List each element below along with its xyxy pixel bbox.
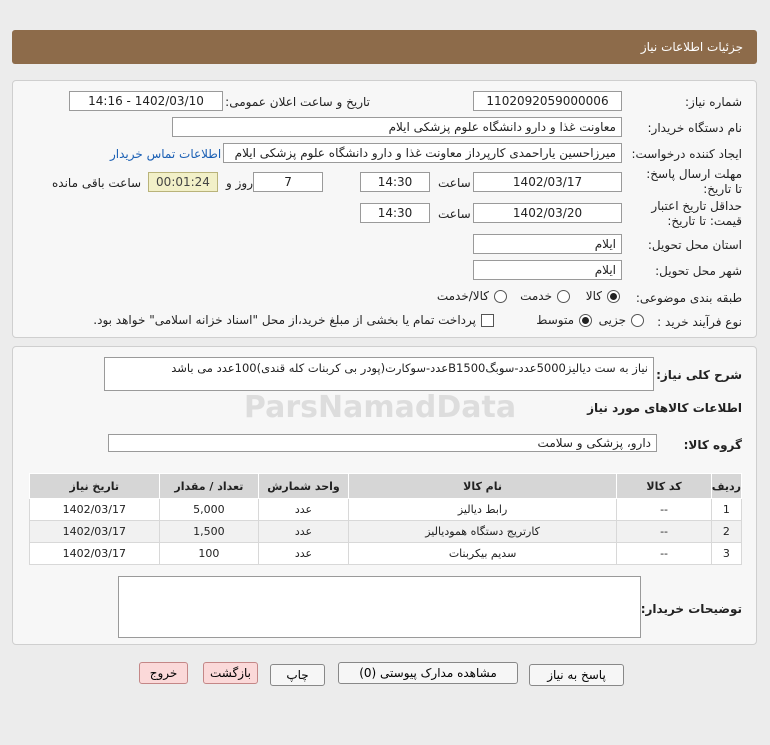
buyer-notes-label: توضیحات خریدار: bbox=[640, 602, 742, 616]
col-header-date: تاریخ نیاز bbox=[30, 474, 160, 499]
cell-unit: عدد bbox=[259, 521, 349, 543]
items-table-wrap bbox=[29, 473, 742, 565]
cell-name: رابط دیالیز bbox=[348, 499, 616, 521]
validity-time-field: 14:30 bbox=[360, 203, 430, 223]
col-header-row: ردیف bbox=[711, 474, 741, 499]
category-label: طبقه بندی موضوعی: bbox=[635, 291, 742, 305]
cell-row: 3 bbox=[711, 543, 741, 565]
time-remaining-label: ساعت باقی مانده bbox=[52, 176, 142, 190]
cell-date: 1402/03/17 bbox=[30, 499, 160, 521]
radio-icon[interactable] bbox=[494, 290, 507, 303]
table-row bbox=[30, 543, 742, 565]
print-button[interactable]: چاپ bbox=[270, 664, 325, 686]
table-header-row bbox=[30, 474, 742, 499]
option-label: خدمت bbox=[520, 289, 552, 303]
payment-treasury-option[interactable] bbox=[93, 313, 494, 327]
category-option-goods-service[interactable] bbox=[437, 289, 507, 303]
option-label: کالا/خدمت bbox=[436, 289, 489, 303]
attachments-button[interactable]: مشاهده مدارک پیوستی (0) bbox=[338, 662, 518, 684]
reply-time-label: ساعت bbox=[438, 176, 471, 190]
col-header-name: نام کالا bbox=[348, 474, 616, 499]
price-validity-label: حداقل تاریخ اعتبار قیمت: تا تاریخ: bbox=[651, 199, 742, 228]
validity-date-field: 1402/03/20 bbox=[473, 203, 622, 223]
cell-code: -- bbox=[617, 499, 711, 521]
col-header-code: کد کالا bbox=[617, 474, 711, 499]
cell-date: 1402/03/17 bbox=[30, 543, 160, 565]
cell-unit: عدد bbox=[259, 543, 349, 565]
col-header-unit: واحد شمارش bbox=[259, 474, 349, 499]
cell-code: -- bbox=[617, 521, 711, 543]
option-label: متوسط bbox=[536, 313, 574, 327]
payment-note: پرداخت تمام یا بخشی از مبلغ خرید،از محل "اسناد خزانه اسلامی" خواهد بود. bbox=[93, 313, 476, 327]
cell-unit: عدد bbox=[259, 499, 349, 521]
purchase-process-label: نوع فرآیند خرید : bbox=[657, 315, 742, 329]
cell-row: 2 bbox=[711, 521, 741, 543]
delivery-city-label: شهر محل تحویل: bbox=[655, 264, 742, 278]
col-header-qty: تعداد / مقدار bbox=[159, 474, 259, 499]
delivery-province-field: ایلام bbox=[473, 234, 622, 254]
buyer-org-label: نام دستگاه خریدار: bbox=[647, 121, 742, 135]
page-title: جزئیات اطلاعات نیاز bbox=[640, 40, 743, 54]
cell-name: سدیم بیکربنات bbox=[348, 543, 616, 565]
cell-date: 1402/03/17 bbox=[30, 521, 160, 543]
need-number-field: 1102092059000006 bbox=[473, 91, 622, 111]
validity-time-label: ساعت bbox=[438, 207, 471, 221]
contact-buyer-link[interactable]: اطلاعات تماس خریدار bbox=[110, 147, 222, 161]
days-label: روز و bbox=[226, 176, 253, 190]
reply-button[interactable]: پاسخ به نیاز bbox=[529, 664, 624, 686]
radio-icon[interactable] bbox=[579, 314, 592, 327]
requester-label: ایجاد کننده درخواست: bbox=[631, 147, 742, 161]
goods-group-label: گروه کالا: bbox=[683, 438, 742, 452]
table-row bbox=[30, 499, 742, 521]
general-desc-field: نیاز به ست دیالیز5000عدد-سوبگB1500عدد-سوکارت(پودر بی کربنات کله قندی)100عدد می باشد bbox=[104, 357, 654, 391]
reply-time-field: 14:30 bbox=[360, 172, 430, 192]
goods-info-title: اطلاعات کالاهای مورد نیاز bbox=[587, 401, 742, 415]
remaining-timer: 00:01:24 bbox=[148, 172, 218, 192]
option-label: جزیی bbox=[598, 313, 626, 327]
reply-days-field: 7 bbox=[253, 172, 323, 192]
requester-field: میرزاحسین یاراحمدی کارپرداز معاونت غذا و دارو دانشگاه علوم پزشکی ایلام bbox=[223, 143, 622, 163]
buyer-org-field: معاونت غذا و دارو دانشگاه علوم پزشکی ایلام bbox=[172, 117, 622, 137]
cell-qty: 5,000 bbox=[159, 499, 259, 521]
general-desc-label: شرح کلی نیاز: bbox=[656, 368, 742, 382]
cell-row: 1 bbox=[711, 499, 741, 521]
delivery-province-label: استان محل تحویل: bbox=[647, 238, 742, 252]
table-row bbox=[30, 521, 742, 543]
exit-button[interactable]: خروج bbox=[139, 662, 188, 684]
page-header bbox=[12, 30, 757, 64]
buyer-notes-field bbox=[118, 576, 641, 638]
back-button[interactable]: بازگشت bbox=[203, 662, 258, 684]
reply-date-field: 1402/03/17 bbox=[473, 172, 622, 192]
process-option-medium[interactable] bbox=[536, 313, 592, 327]
checkbox-icon[interactable] bbox=[481, 314, 494, 327]
announce-datetime-field: 1402/03/10 - 14:16 bbox=[69, 91, 223, 111]
radio-icon[interactable] bbox=[557, 290, 570, 303]
items-table bbox=[29, 473, 742, 565]
watermark-text: ParsNamadData bbox=[243, 390, 517, 425]
radio-icon[interactable] bbox=[631, 314, 644, 327]
category-option-goods[interactable] bbox=[586, 289, 620, 303]
announce-datetime-label: تاریخ و ساعت اعلان عمومی: bbox=[225, 95, 370, 109]
radio-icon[interactable] bbox=[607, 290, 620, 303]
process-option-small[interactable] bbox=[599, 313, 644, 327]
reply-deadline-label: مهلت ارسال پاسخ: تا تاریخ: bbox=[646, 167, 742, 196]
category-option-service[interactable] bbox=[520, 289, 570, 303]
cell-name: کارتریج دستگاه همودیالیز bbox=[348, 521, 616, 543]
goods-group-field: دارو، پزشکی و سلامت bbox=[108, 434, 657, 452]
delivery-city-field: ایلام bbox=[473, 260, 622, 280]
cell-qty: 1,500 bbox=[159, 521, 259, 543]
cell-qty: 100 bbox=[159, 543, 259, 565]
option-label: کالا bbox=[585, 289, 602, 303]
need-number-label: شماره نیاز: bbox=[685, 95, 742, 109]
cell-code: -- bbox=[617, 543, 711, 565]
